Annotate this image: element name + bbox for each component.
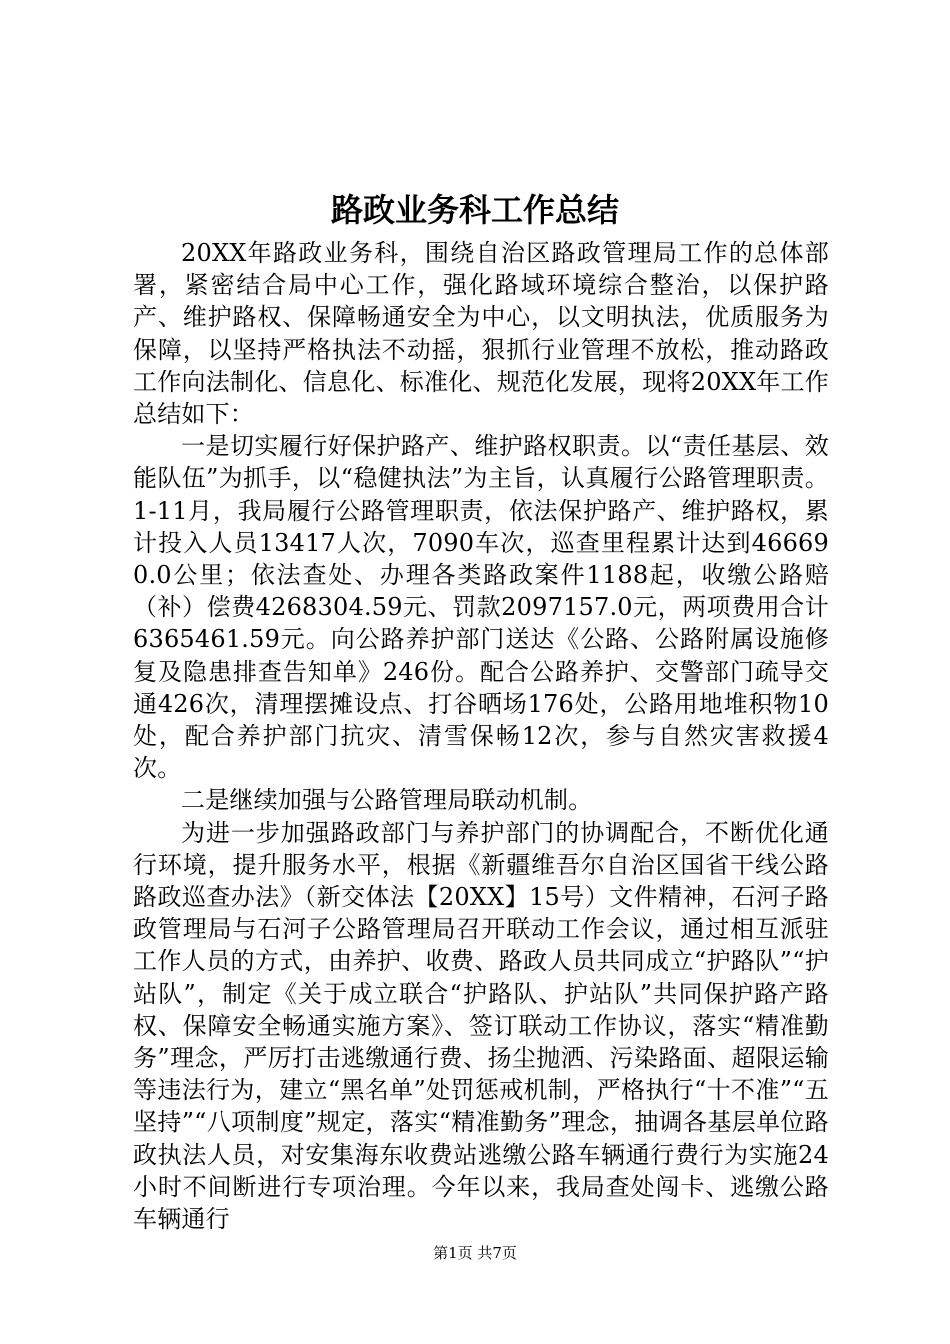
page-number: 第1页 共7页: [433, 1244, 517, 1262]
page-title: 路政业务科工作总结: [330, 191, 619, 229]
paragraph-linkage-heading: 二是继续加强与公路管理局联动机制。: [181, 786, 593, 815]
paragraph-duty: 一是切实履行好保护路产、维护路权职责。以“责任基层、效能队伍”为抓手，以“稳健执法”为主旨，认真履行公路管理职责。1-11月，我局履行公路管理职责，依法保护路产、维护路权，累计投入人员13417人次，7090车次，巡查里程累计达到466690.0公里；依法查处、办理各类路政案件1188起，收缴公路赔（补）偿费4268304.59元、罚款2097157.0元，两项费用合计6365461.59元。向公路养护部门送达《公路、公路附属设施修复及隐患排查告知单》246份。配合公路养护、交警部门疏导交通426次，清理摆摊设点、打谷晒场176处，公路用地堆积物10处，配合养护部门抗灾、清雪保畅12次，参与自然灾害救援4次。: [133, 432, 829, 783]
paragraph-intro: 20XX年路政业务科，围绕自治区路政管理局工作的总体部署，紧密结合局中心工作，强化路域环境综合整治，以保护路产、维护路权、保障畅通安全为中心，以文明执法，优质服务为保障，以坚持严格执法不动摇，狠抓行业管理不放松，推动路政工作向法制化、信息化、标准化、规范化发展，现将20XX年工作总结如下：: [133, 239, 829, 429]
document-body: [133, 237, 829, 1235]
paragraph-linkage-detail: 为进一步加强路政部门与养护部门的协调配合，不断优化通行环境，提升服务水平，根据《新疆维吾尔自治区国省干线公路路政巡查办法》（新交体法【20XX】15号）文件精神，石河子路政管理局与石河子公路管理局召开联动工作会议，通过相互派驻工作人员的方式，由养护、收费、路政人员共同成立“护路队”“护站队”，制定《关于成立联合“护路队、护站队”共同保护路产路权、保障安全畅通实施方案》、签订联动工作协议，落实“精准勤务”理念，严厉打击逃缴通行费、扬尘抛洒、污染路面、超限运输等违法行为，建立“黑名单”处罚惩戒机制，严格执行“十不准”“五坚持”“八项制度”规定，落实“精准勤务”理念，抽调各基层单位路政执法人员，对安集海东收费站逃缴公路车辆通行费行为实施24小时不间断进行专项治理。今年以来，我局查处闯卡、逃缴公路车辆通行: [133, 818, 829, 1234]
